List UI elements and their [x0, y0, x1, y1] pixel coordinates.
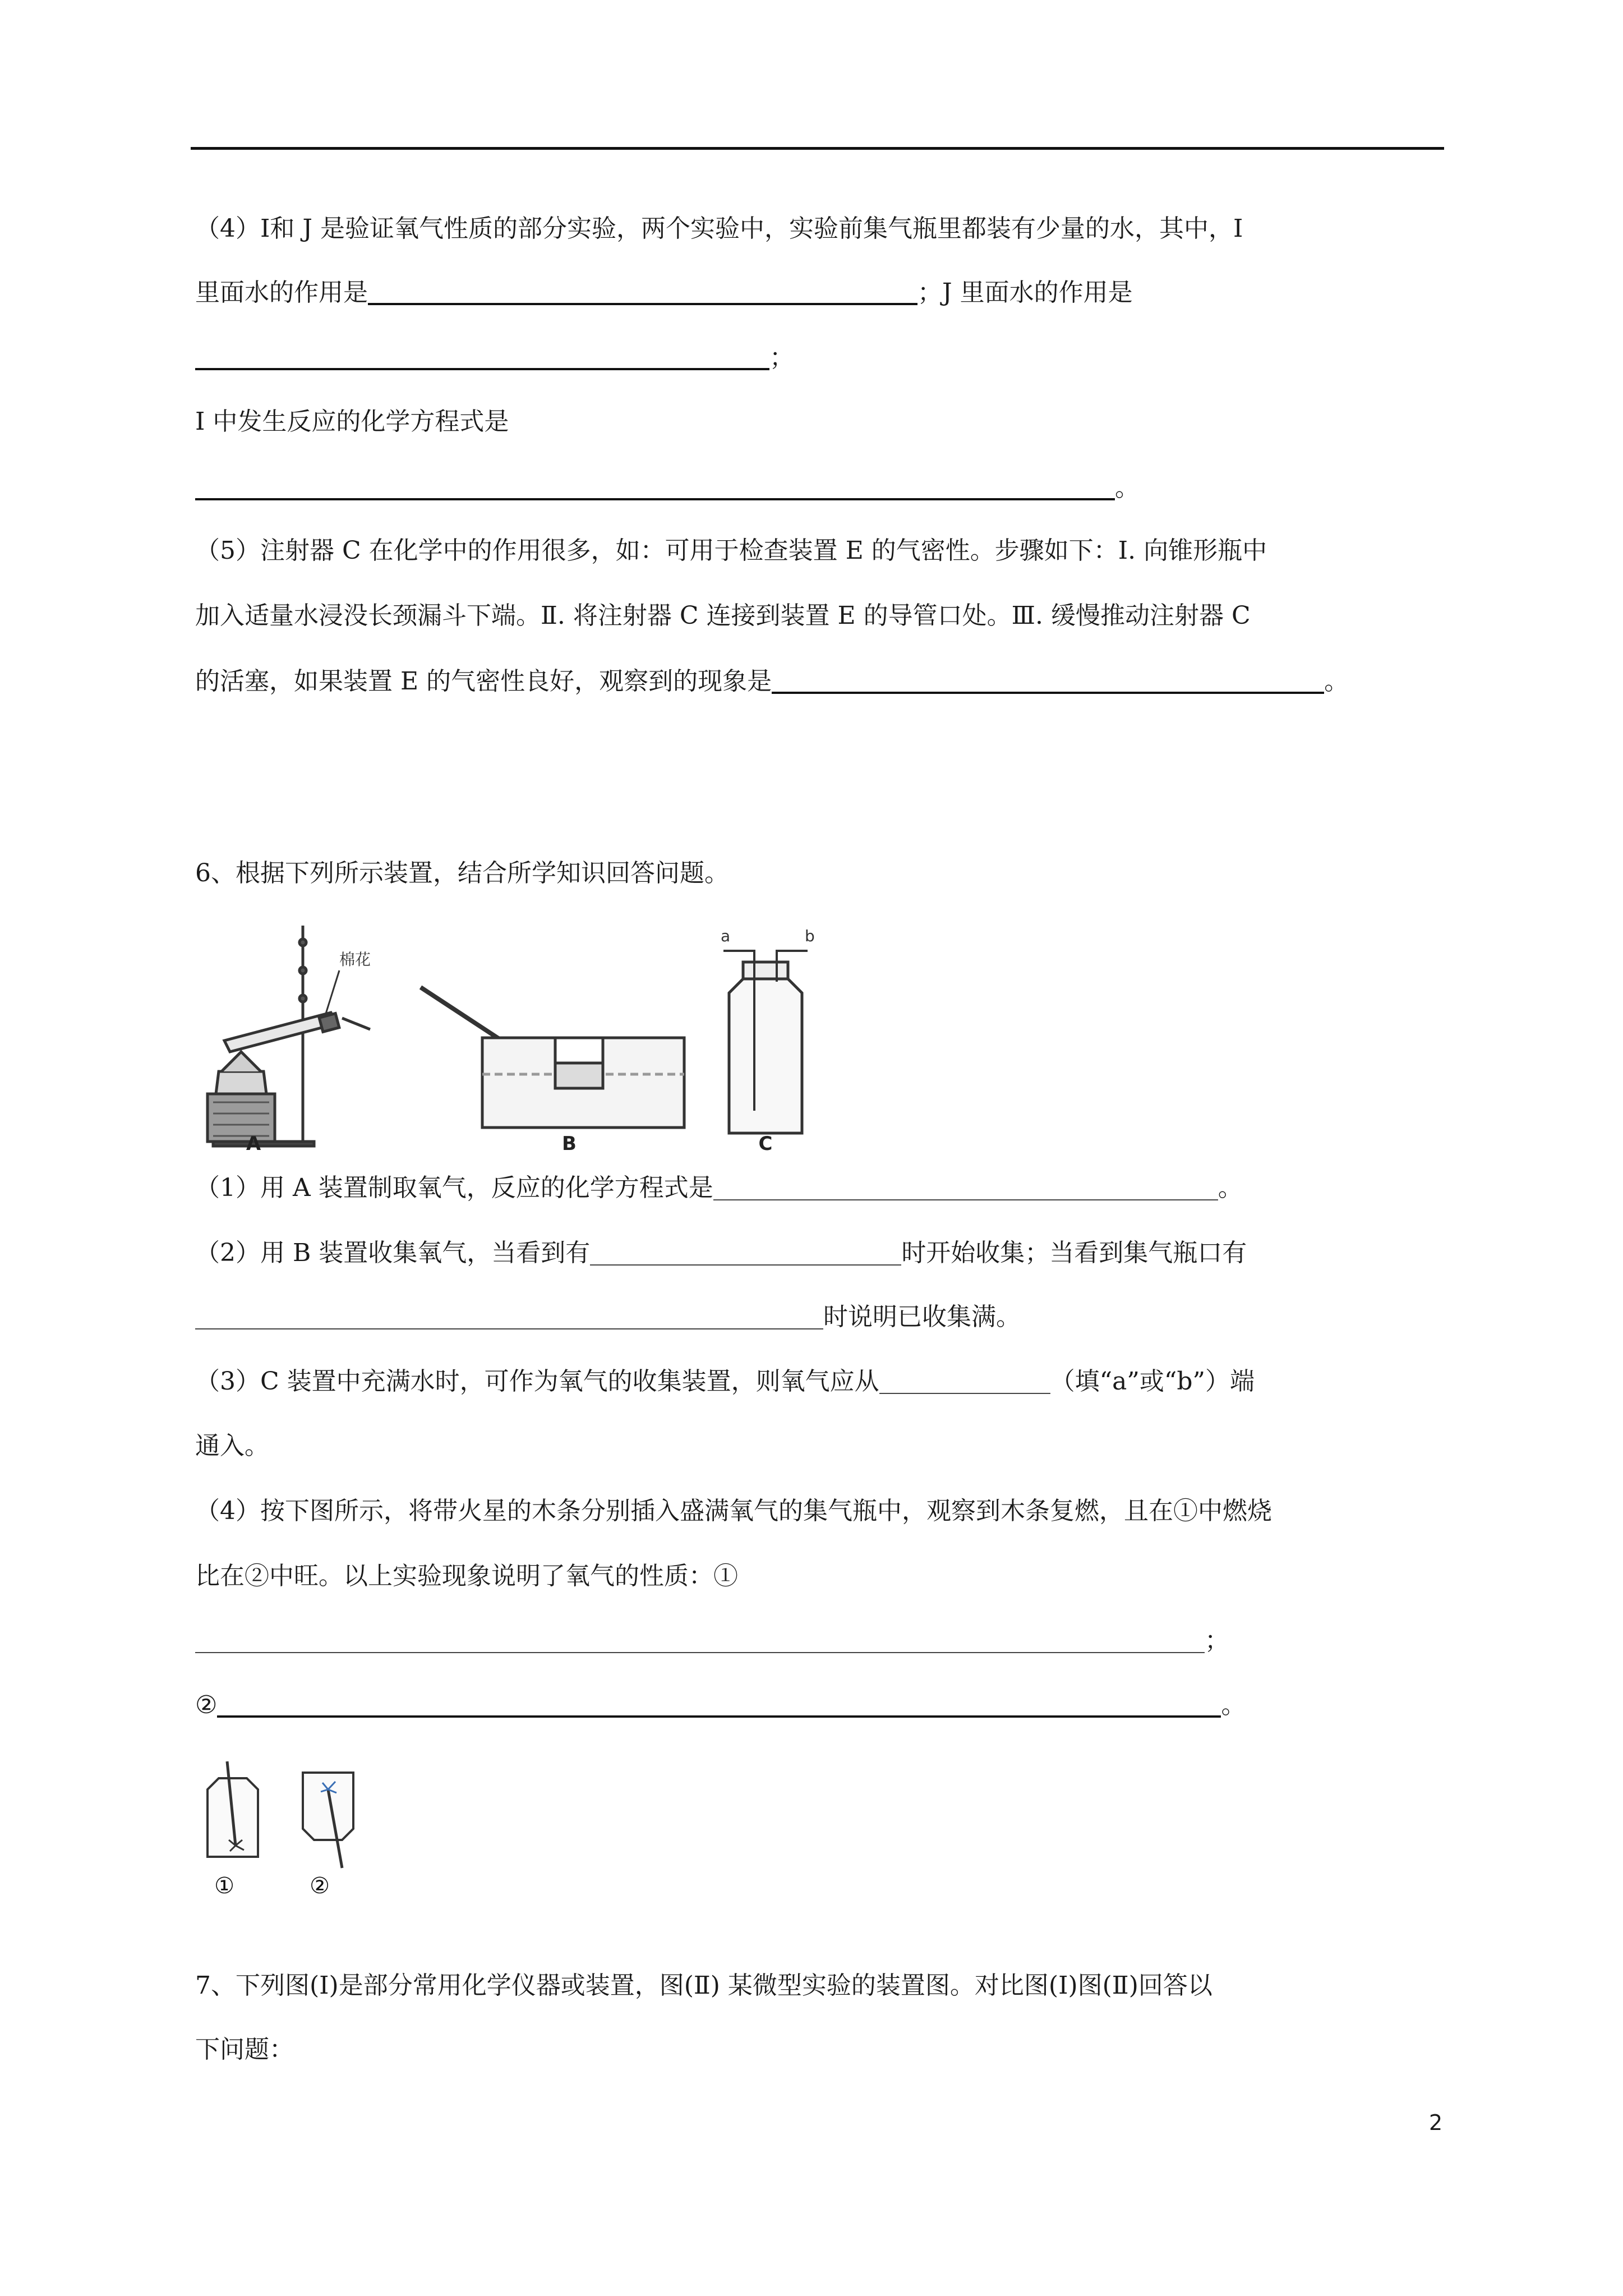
answer-blank[interactable] — [368, 280, 917, 305]
apparatus-b — [421, 987, 684, 1128]
label-b: B — [562, 1133, 577, 1155]
q6-part2-line1: （2）用 B 装置收集氧气，当看到有 时开始收集；当看到集气瓶口有 — [195, 1239, 1247, 1267]
q5-part5-line3: 的活塞，如果装置 E 的气密性良好，观察到的现象是 。 — [195, 667, 1349, 696]
q6-part4-line3: ； — [195, 1624, 1229, 1658]
wooden-block — [208, 1094, 275, 1142]
apparatus-c — [723, 951, 808, 1133]
answer-blank[interactable] — [772, 669, 1324, 694]
q7-line2: 下问题： — [195, 2035, 294, 2064]
combustion-figure — [191, 1756, 393, 1902]
label-a: A — [246, 1133, 261, 1155]
answer-blank[interactable] — [713, 1177, 1218, 1200]
answer-blank[interactable] — [590, 1242, 901, 1266]
apparatus-figure — [191, 909, 841, 1156]
q6-part3-line1: （3）C 装置中充满水时，可作为氧气的收集装置，则氧气应从 （填“a”或“b”）端 — [195, 1367, 1255, 1396]
answer-blank[interactable] — [195, 1630, 1205, 1653]
label-2: ② — [310, 1873, 330, 1899]
cotton-label: 棉花 — [339, 950, 371, 969]
answer-blank[interactable] — [217, 1693, 1221, 1718]
gas-bottle — [729, 976, 802, 1133]
page-number: 2 — [1429, 2110, 1443, 2135]
q6-part4-line1: （4）按下图所示，将带火星的木条分别插入盛满氧气的集气瓶中，观察到木条复燃，且在①中燃烧 — [195, 1497, 1272, 1525]
label-c: C — [758, 1133, 773, 1155]
q5-part4-line4: I 中发生反应的化学方程式是 — [195, 407, 509, 436]
answer-blank[interactable] — [879, 1370, 1050, 1394]
port-b-label: b — [805, 927, 815, 945]
q7-line1: 7、下列图(Ⅰ)是部分常用化学仪器或装置，图(Ⅱ) 某微型实验的装置图。对比图(Ⅰ)图(Ⅱ)回答以 — [195, 1971, 1212, 2000]
answer-blank[interactable] — [195, 1306, 823, 1329]
cotton-plug — [319, 1014, 339, 1032]
port-a-label: a — [721, 927, 731, 945]
label-1: ① — [214, 1873, 234, 1899]
q5-part4-line1: （4）I和 J 是验证氧气性质的部分实验，两个实验中，实验前集气瓶里都装有少量的水，其中，I — [195, 214, 1243, 243]
answer-blank[interactable] — [195, 476, 1115, 500]
q6-part4-line4: ② 。 — [195, 1691, 1246, 1719]
q5-part4-line2: 里面水的作用是 ；J 里面水的作用是 — [195, 278, 1133, 307]
q5-part5-line1: （5）注射器 C 在化学中的作用很多，如：可用于检查装置 E 的气密性。步骤如下：Ⅰ. 向锥形瓶中 — [195, 536, 1267, 565]
q5-part5-line2: 加入适量水浸没长颈漏斗下端。Ⅱ. 将注射器 C 连接到装置 E 的导管口处。Ⅲ. 缓慢推动注射器 C — [195, 601, 1251, 630]
q6-part1: （1）用 A 装置制取氧气，反应的化学方程式是 。 — [195, 1174, 1243, 1202]
q6-part2-line2: 时说明已收集满。 — [195, 1300, 1021, 1334]
alcohol-lamp — [216, 1071, 266, 1094]
q6-part4-line2: 比在②中旺。以上实验现象说明了氧气的性质：① — [195, 1562, 738, 1590]
bottle-2 — [303, 1773, 353, 1868]
q6-part3-line2: 通入。 — [195, 1432, 269, 1460]
q6-title: 6、根据下列所示装置，结合所学知识回答问题。 — [195, 859, 729, 887]
q5-part4-line3: ； — [195, 341, 794, 375]
q5-part4-line5: 。 — [195, 471, 1140, 505]
answer-blank[interactable] — [195, 346, 769, 370]
header-rule — [191, 147, 1444, 150]
cotton-pointer — [325, 970, 339, 1015]
bottle-1 — [208, 1761, 258, 1857]
